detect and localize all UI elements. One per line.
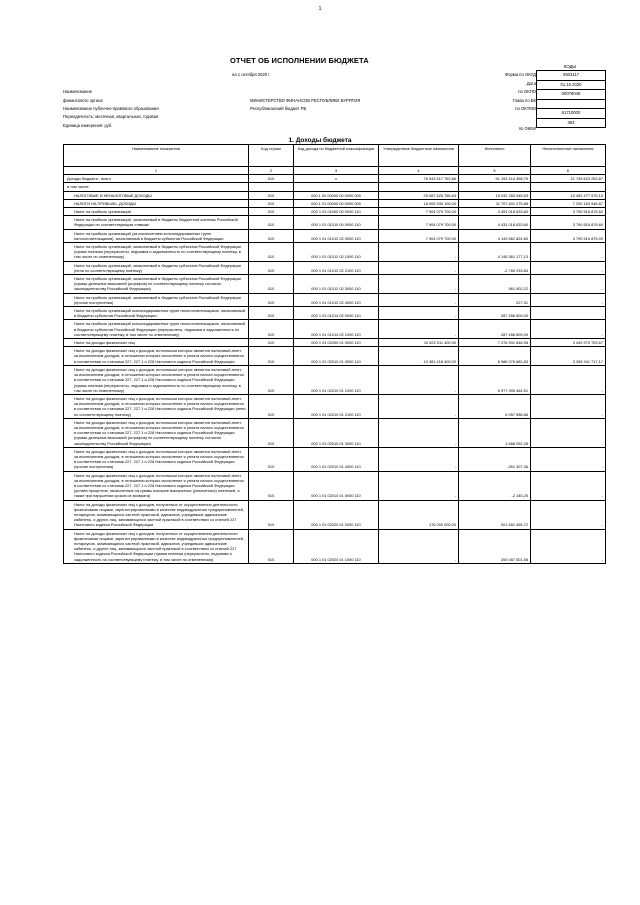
row-line-code: 010 (249, 500, 294, 529)
row-income-code: 000 1 01 01012 02 3000 110 (294, 275, 379, 294)
col-number: 2 (249, 167, 294, 175)
row-executed: 6 986 076 682,83 (459, 347, 531, 366)
row-unexecuted: 3 449 979 753,67 (531, 339, 606, 347)
row-unexecuted: - (531, 307, 606, 320)
col-header-unexec: Неисполненные назначения (531, 145, 606, 167)
row-line-code: 010 (249, 471, 294, 500)
label-oktmo: по ОКТМО (515, 106, 536, 111)
row-unexecuted (531, 183, 606, 191)
row-executed: 4 431 018 633,60 (459, 216, 531, 229)
row-unexecuted: - (531, 293, 606, 306)
row-line-code: 010 (249, 191, 294, 199)
row-unexecuted: - (531, 243, 606, 262)
date-line: на 1 октября 2020 г. (232, 72, 271, 77)
row-unexecuted: - (531, 261, 606, 274)
row-executed: 1 668 052,28 (459, 418, 531, 447)
row-income-code: 000 1 01 02010 01 5000 110 (294, 471, 379, 500)
label-okud: Форма по ОКУД (504, 72, 536, 77)
row-name: Налог на доходы физических лиц с доходов, источником которых является налоговый агент, за исключением доходов, в отношении которых исчисление и уплата налога осуществляются в соответствии со статьями 227, 227.1 и 228 Налогового кодекса Российской Федерации (прочие поступления) (64, 447, 249, 471)
row-executed: 4 145 361 177,13 (459, 243, 531, 262)
col-header-approved: Утвержденные бюджетные назначения (379, 145, 459, 167)
row-line-code: 010 (249, 261, 294, 274)
table-row (64, 293, 606, 306)
row-approved: - (379, 320, 459, 339)
row-income-code: 000 1 01 01014 02 0000 110 (294, 307, 379, 320)
row-executed: 4 143 562 824,60 (459, 229, 531, 242)
report-title: ОТЧЕТ ОБ ИСПОЛНЕНИИ БЮДЖЕТА (230, 56, 369, 65)
row-unexecuted: 10 492 477 975,10 (531, 191, 606, 199)
finorgan-value: МИНИСТЕРСТВО ФИНАНСОВ РЕСПУБЛИКИ БУРЯТИЯ (250, 98, 361, 103)
row-executed: 6 977 395 464,51 (459, 365, 531, 394)
row-income-code (294, 183, 379, 191)
row-income-code: 000 1 01 01010 00 0000 110 (294, 216, 379, 229)
row-income-code: 000 1 01 02000 01 0000 110 (294, 339, 379, 347)
row-income-code: 000 1 01 02020 01 1000 110 (294, 529, 379, 563)
row-approved: - (379, 275, 459, 294)
row-executed: -2 760 033,84 (459, 261, 531, 274)
row-unexecuted: 3 790 516 876,60 (531, 208, 606, 216)
table-row (64, 229, 606, 242)
section-title: 1. Доходы бюджета (288, 137, 352, 144)
row-line-code: 010 (249, 365, 294, 394)
row-line-code: 010 (249, 275, 294, 294)
row-name: Налог на доходы физических лиц с доходов, полученных от осуществления деятельности физическими лицами, зарегистрированными в качестве индивидуальных предпринимателей, нотариусов, занимающихся частной практикой, адвокатов, учредивших адвокатские кабинеты, и других лиц, занимающихся частной практикой в соответствии со статьей 227 Налогового кодекса Российской Федерации (64, 500, 249, 529)
table-row (64, 307, 606, 320)
row-income-code: x (294, 175, 379, 183)
row-approved: 18 905 930 100,00 (379, 199, 459, 207)
row-line-code: 010 (249, 394, 294, 418)
col-header-executed: Исполнено (459, 145, 531, 167)
table-row (64, 347, 606, 366)
codes-header: КОДЫ (563, 64, 577, 69)
row-executed: 4 451 018 633,60 (459, 208, 531, 216)
row-line-code: 010 (249, 529, 294, 563)
row-approved: - (379, 261, 459, 274)
row-unexecuted: - (531, 529, 606, 563)
row-approved: - (379, 365, 459, 394)
table-row (64, 261, 606, 274)
row-unexecuted: - (531, 365, 606, 394)
row-line-code (249, 183, 294, 191)
row-name: Налог на прибыль организаций, зачисляемый в бюджеты субъектов Российской Федерации (прочие поступления) (64, 293, 249, 306)
col-number: 1 (64, 167, 249, 175)
label-okpo: по ОКПО (518, 89, 536, 94)
row-unexecuted: - (531, 471, 606, 500)
row-income-code: 000 1 01 02020 01 0000 110 (294, 500, 379, 529)
row-executed: 227,31 (459, 293, 531, 306)
codes-box (536, 70, 606, 128)
income-table (63, 144, 606, 564)
row-executed: -2 145,25 (459, 471, 531, 500)
row-line-code: 010 (249, 243, 294, 262)
row-line-code: 010 (249, 418, 294, 447)
row-name: Налог на прибыль организаций, зачисляемый в бюджеты субъектов Российской Федерации (суммы денежных взысканий (штрафов) по соответствующему платежу согласно законодательству Российской Федерации) (64, 275, 249, 294)
row-name: Налог на прибыль организаций консолидированных групп налогоплательщиков, зачисляемый в бюджеты субъектов Российской Федерации (перерасчеты, недоимка и задолженность по соответствующему платежу, в том числе по отмененному) (64, 320, 249, 339)
row-line-code: 010 (249, 175, 294, 183)
row-line-code: 010 (249, 447, 294, 471)
table-row (64, 191, 606, 199)
row-unexecuted: - (531, 418, 606, 447)
row-executed: 287 456 809,00 (459, 320, 531, 339)
row-name: Налог на доходы физических лиц с доходов, полученных от осуществления деятельности физическими лицами, зарегистрированными в качестве индивидуальных предпринимателей, нотариусов, занимающихся частной практикой, адвокатов, учредивших адвокатские кабинеты, и других лиц, занимающихся частной практикой в соответствии со статьей 227 Налогового кодекса Российской Федерации (сумма платежа (перерасчеты, недоимка и задолженность по соответствующему платежу, в том числе по отмененному) (64, 529, 249, 563)
row-approved: 176 000 000,00 (379, 500, 459, 529)
row-executed: 11 707 401 275,88 (459, 199, 531, 207)
row-name: НАЛОГИ НА ПРИБЫЛЬ, ДОХОДЫ (64, 199, 249, 207)
code-date: 01.10.2020 (537, 81, 605, 91)
label-periodicity: Периодичность: месячная, квартальная, годовая (63, 114, 159, 119)
row-name: Налог на доходы физических лиц с доходов, источником которых является налоговый агент, за исключением доходов, в отношении которых исчисление и уплата налога осуществляются в соответствии со статьями 227, 227.1 и 228 Налогового кодекса Российской Федерации (64, 347, 249, 366)
code-okud: 0503117 (537, 71, 605, 81)
row-income-code: 000 1 01 02010 01 0000 110 (294, 347, 379, 366)
row-executed: 200 087 501,58 (459, 529, 531, 563)
table-row (64, 275, 606, 294)
page-number: 1 (318, 6, 322, 12)
row-name: в том числе: (64, 183, 249, 191)
row-unexecuted: 3 790 516 875,00 (531, 229, 606, 242)
col-number: 3 (294, 167, 379, 175)
row-line-code: 010 (249, 208, 294, 216)
row-income-code: 000 1 01 01012 02 0000 110 (294, 229, 379, 242)
row-executed: 287 456 809,00 (459, 307, 531, 320)
row-income-code: 000 1 01 01012 02 1000 110 (294, 243, 379, 262)
table-row (64, 208, 606, 216)
label-date: Дата (526, 80, 536, 86)
row-income-code: 000 1 01 01012 02 2100 110 (294, 261, 379, 274)
row-executed: 6 957 558,86 (459, 394, 531, 418)
row-line-code: 010 (249, 229, 294, 242)
row-name: Налог на прибыль организаций, зачисляемый в бюджеты бюджетной системы Российской Федерации по соответствующим ставкам (64, 216, 249, 229)
row-line-code: 010 (249, 347, 294, 366)
row-approved: 10 622 911 400,00 (379, 339, 459, 347)
table-row (64, 500, 606, 529)
col-header-line: Код строки (249, 145, 294, 167)
row-executed: 961 902,22 (459, 275, 531, 294)
row-income-code: 000 1 01 02010 01 4000 110 (294, 447, 379, 471)
label-okei: по ОКЕИ (518, 126, 536, 131)
label-finorgan: финансового органа (63, 98, 103, 103)
code-oktmo: 61710000 (537, 109, 605, 119)
row-name: Налог на прибыль организаций, зачисляемый в бюджеты субъектов Российской Федерации (сумма платежа (перерасчеты, недоимка и задолженность по соответствующему платежу, в том числе по отмененному) (64, 243, 249, 262)
row-approved: 7 904 079 700,00 (379, 208, 459, 216)
row-executed: 201 651 455,72 (459, 500, 531, 529)
row-approved: - (379, 293, 459, 306)
row-executed: -261 307,36 (459, 447, 531, 471)
row-approved (379, 183, 459, 191)
code-okei: 383 (567, 119, 575, 125)
table-row (64, 320, 606, 339)
table-row (64, 471, 606, 500)
row-line-code: 010 (249, 199, 294, 207)
row-unexecuted: 3 790 516 876,60 (531, 216, 606, 229)
row-executed: 19 032 353 945,53 (459, 191, 531, 199)
table-row (64, 183, 606, 191)
row-unexecuted: 7 200 183 946,87 (531, 199, 606, 207)
row-approved: - (379, 307, 459, 320)
row-income-code: 000 1 00 00000 00 0000 000 (294, 191, 379, 199)
row-approved: - (379, 471, 459, 500)
table-row (64, 394, 606, 418)
row-income-code: 000 1 01 02010 01 3000 110 (294, 418, 379, 447)
row-income-code: 000 1 01 01014 02 1000 110 (294, 320, 379, 339)
row-unexecuted: 21 749 623 253,87 (531, 175, 606, 183)
row-name: Налог на доходы физических лиц с доходов, источником которых является налоговый агент, за исключением доходов, в отношении которых исчисление и уплата налога осуществляются в соответствии со статьями 227, 227.1 и 228 Налогового кодекса Российской Федерации (суммы денежных взысканий (штрафов) по соответствующему платежу согласно законодательству Российской Федерации) (64, 418, 249, 447)
row-line-code: 010 (249, 307, 294, 320)
row-income-code: 000 1 01 02010 01 2100 110 (294, 394, 379, 418)
code-glava (537, 100, 605, 110)
row-name: Налог на доходы физических лиц с доходов, источником которых является налоговый агент, за исключением доходов, в отношении которых исчисление и уплата налога осуществляются в соответствии со статьями 227, 227.1 и 228 Налогового кодекса Российской Федерации (пени по соответствующему платежу) (64, 394, 249, 418)
row-approved: - (379, 447, 459, 471)
row-approved: 76 943 617 762,66 (379, 175, 459, 183)
row-unexecuted: - (531, 447, 606, 471)
row-unexecuted: 3 395 341 717,17 (531, 347, 606, 366)
row-name: НАЛОГОВЫЕ И НЕНАЛОГОВЫЕ ДОХОДЫ (64, 191, 249, 199)
row-income-code: 000 1 01 01000 00 0000 110 (294, 208, 379, 216)
table-row (64, 175, 606, 183)
label-ppo: Наименование публично-правового образования (63, 106, 159, 111)
row-income-code: 000 1 01 01012 02 4000 110 (294, 293, 379, 306)
row-unexecuted: - (531, 500, 606, 529)
ppo-value: Республиканский бюджет РБ (250, 106, 307, 111)
code-okpo: 00078045 (537, 90, 605, 100)
row-name: Доходы бюджета - всего (64, 175, 249, 183)
row-approved: 29 067 525 765,63 (379, 191, 459, 199)
row-executed: 7 276 931 646,98 (459, 339, 531, 347)
row-approved: 10 381 418 400,00 (379, 347, 459, 366)
row-name: Налог на доходы физических лиц с доходов, источником которых является налоговый агент, за исключением доходов, в отношении которых исчисление и уплата налога осуществляются в соответствии со статьями 227, 227.1 и 228 Налогового кодекса Российской Федерации (уплата процентов, начисленных на суммы излишне взысканных (уплаченных) платежей, а также при нарушении сроков их возврата) (64, 471, 249, 500)
col-number: 5 (459, 167, 531, 175)
table-row (64, 199, 606, 207)
row-name: Налог на доходы физических лиц с доходов, источником которых является налоговый агент, за исключением доходов, в отношении которых исчисление и уплата налога осуществляются в соответствии со статьями 227, 227.1 и 228 Налогового кодекса Российской Федерации (сумма платежа (перерасчеты, недоимка и задолженность по соответствующему платежу, в том числе по отмененному) (64, 365, 249, 394)
row-unexecuted: - (531, 320, 606, 339)
row-income-code: 000 1 01 02010 01 1000 110 (294, 365, 379, 394)
table-header (64, 145, 606, 167)
table-row (64, 339, 606, 347)
col-header-code: Код дохода по бюджетной классификации (294, 145, 379, 167)
row-name: Налог на прибыль организаций (за исключением консолидированных групп налогоплательщиков), зачисляемый в бюджеты субъектов Российской Федерации (64, 229, 249, 242)
label-glava: Глава по БК (512, 97, 536, 103)
row-approved: 7 904 079 700,00 (379, 216, 459, 229)
table-row (64, 447, 606, 471)
table-row (64, 529, 606, 563)
col-number: 4 (379, 167, 459, 175)
row-approved: 7 904 079 700,00 (379, 229, 459, 242)
row-name: Налог на прибыль организаций консолидированных групп налогоплательщиков, зачисляемый в бюджеты субъектов Российской Федерации (64, 307, 249, 320)
table-row (64, 216, 606, 229)
table-row (64, 365, 606, 394)
col-number: 6 (531, 167, 606, 175)
label-naimenovanie: Наименование (63, 89, 93, 94)
row-approved: - (379, 394, 459, 418)
row-name: Налог на прибыль организаций, зачисляемый в бюджеты субъектов Российской Федерации (пени по соответствующему платежу) (64, 261, 249, 274)
row-line-code: 010 (249, 293, 294, 306)
row-name: Налог на доходы физических лиц (64, 339, 249, 347)
row-line-code: 010 (249, 320, 294, 339)
row-approved: - (379, 418, 459, 447)
row-line-code: 010 (249, 216, 294, 229)
row-unexecuted: - (531, 394, 606, 418)
row-income-code: 000 1 01 00000 00 0000 000 (294, 199, 379, 207)
row-executed (459, 183, 531, 191)
table-row (64, 243, 606, 262)
row-line-code: 010 (249, 339, 294, 347)
col-header-name: Наименование показателя (64, 145, 249, 167)
column-numbers-row (64, 167, 606, 175)
row-unexecuted: - (531, 275, 606, 294)
row-approved: - (379, 243, 459, 262)
label-unit: Единица измерения: руб. (63, 123, 113, 128)
row-approved: - (379, 529, 459, 563)
row-name: Налог на прибыль организаций (64, 208, 249, 216)
table-row (64, 418, 606, 447)
row-executed: 51 193 414 458,79 (459, 175, 531, 183)
